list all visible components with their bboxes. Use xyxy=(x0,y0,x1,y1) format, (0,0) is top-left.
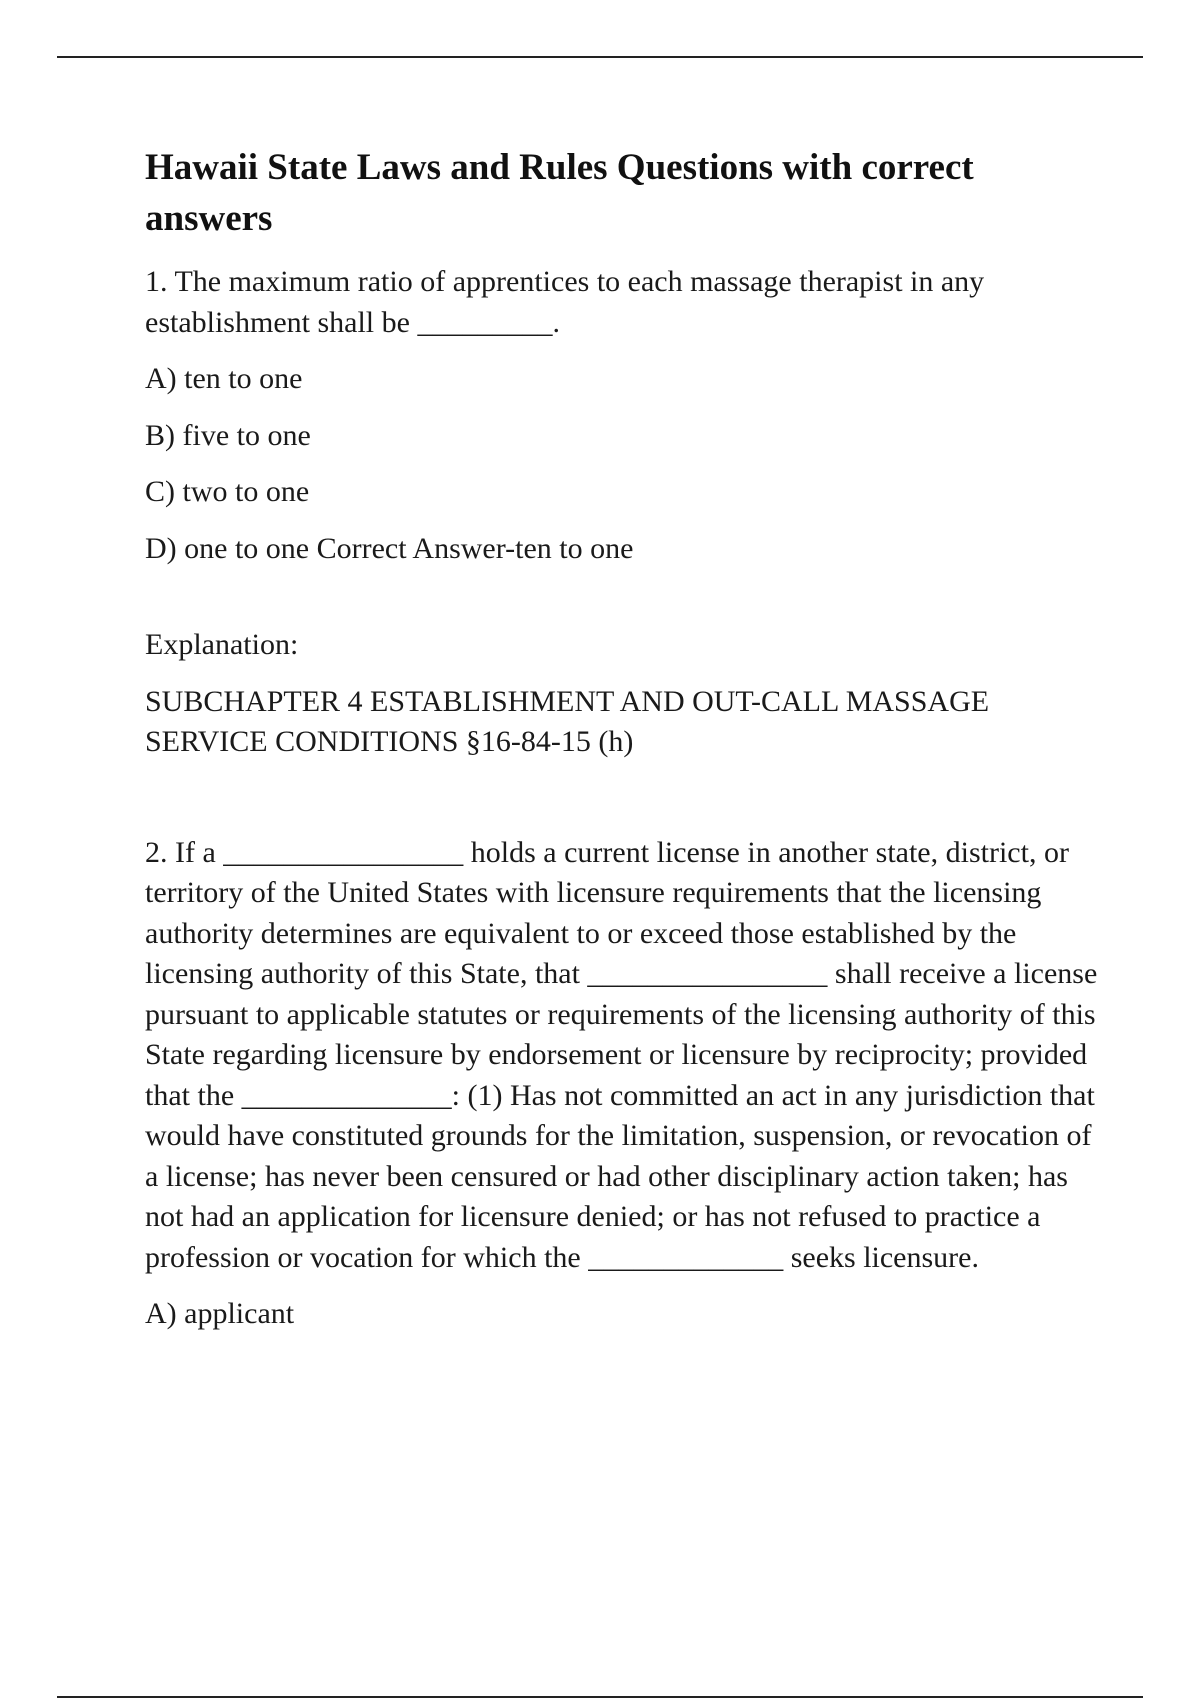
question-2-stem: 2. If a ________________ holds a current license in another state, district, or territory of the United States with licensure requirements that the licensing authority determines are equivalent to or exceed those established by the licensing authority of this State, that ________________ shall receive a license pursuant to applicable statutes or requirements of the licensing authority of this State regarding licensure by endorsement or licensure by reciprocity; provided that the ______________: (1) Has not committed an act in any jurisdiction that would have constituted grounds for the limitation, suspension, or revocation of a license; has never been censured or had other disciplinary action taken; has not had an application for licensure denied; or has not refused to practice a profession or vocation for which the _____________ seeks licensure. xyxy=(145,835,1098,1274)
question-1-stem: 1. The maximum ratio of apprentices to each massage therapist in any establishment shall be _________. xyxy=(145,265,985,339)
document-title: Hawaii State Laws and Rules Questions with correct answers xyxy=(145,147,974,239)
explanation-label: Explanation: xyxy=(145,628,299,661)
bottom-divider xyxy=(57,1696,1143,1698)
question-1-option-c: C) two to one xyxy=(145,475,310,508)
document-body xyxy=(145,142,1105,1351)
question-1-option-d: D) one to one Correct Answer-ten to one xyxy=(145,531,634,565)
question-1-option-b: B) five to one xyxy=(145,418,311,452)
top-divider xyxy=(57,56,1143,58)
question-2-option-a: A) applicant xyxy=(145,1297,295,1330)
question-1-option-a: A) ten to one xyxy=(145,362,303,395)
explanation-text: SUBCHAPTER 4 ESTABLISHMENT AND OUT-CALL MASSAGE SERVICE CONDITIONS §16-84-15 (h) xyxy=(145,684,990,758)
